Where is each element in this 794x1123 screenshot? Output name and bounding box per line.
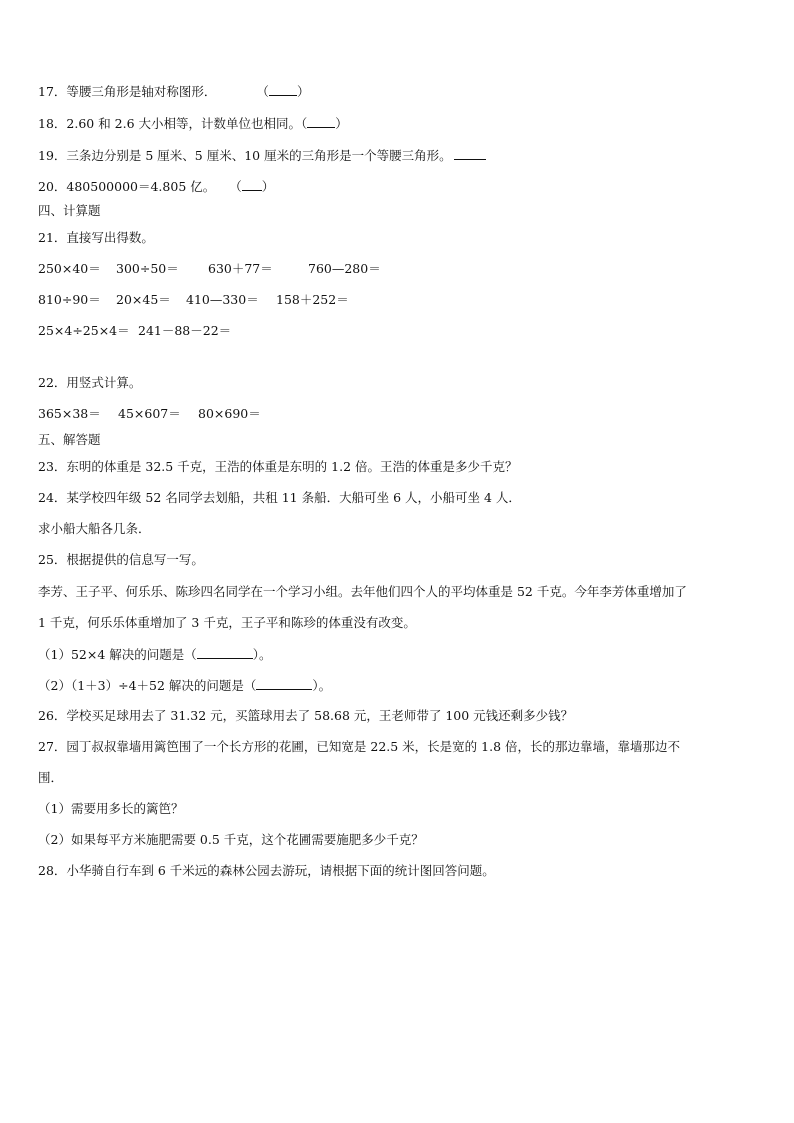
question-text: 根据提供的信息写一写。 xyxy=(66,552,204,567)
question-text: 直接写出得数。 xyxy=(66,230,154,245)
answer-blank[interactable] xyxy=(242,178,262,191)
q25-info-line-2: 1 千克，何乐乐体重增加了 3 千克，王子平和陈珍的体重没有改变。 xyxy=(38,615,416,630)
question-text: 小华骑自行车到 6 千米远的森林公园去游玩，请根据下面的统计图回答问题。 xyxy=(66,863,495,878)
calc-row-1 xyxy=(38,261,408,277)
question-number: 25． xyxy=(38,552,67,567)
answer-bracket-close: ） xyxy=(261,179,275,194)
calc-row-3 xyxy=(38,323,248,339)
answer-blank[interactable] xyxy=(256,677,312,690)
question-23 xyxy=(38,459,518,475)
q27-sub-1: （1）需要用多长的篱笆？ xyxy=(38,801,184,816)
calc-item: 241－88－22＝ xyxy=(138,323,232,338)
answer-blank[interactable] xyxy=(197,646,253,659)
question-text: 东明的体重是 32.5 千克，王浩的体重是东明的 1.2 倍。王浩的体重是多少千克？ xyxy=(66,459,518,474)
calc-item: 630＋77＝ xyxy=(208,261,273,276)
question-28 xyxy=(38,863,495,879)
calc-row-2 xyxy=(38,292,376,308)
question-number: 22． xyxy=(38,375,67,390)
calc-item: 410—330＝ xyxy=(186,292,259,307)
question-number: 19． xyxy=(38,148,67,163)
question-number: 17． xyxy=(38,84,67,99)
calc-item: 810÷90＝ xyxy=(38,292,101,307)
question-26 xyxy=(38,708,573,724)
q25-info-line-1: 李芳、王子平、何乐乐、陈珍四名同学在一个学习小组。去年他们四个人的平均体重是 52 千克。今年李芳体重增加了 xyxy=(38,584,687,599)
answer-bracket-close: ） xyxy=(296,84,310,99)
question-19 xyxy=(38,147,486,164)
question-number: 23． xyxy=(38,459,67,474)
answer-blank[interactable] xyxy=(307,115,335,128)
question-25 xyxy=(38,552,204,568)
question-number: 21． xyxy=(38,230,67,245)
q25-sub-2 xyxy=(38,677,331,694)
sub-question-text: ）。 xyxy=(312,678,332,693)
sub-question-text: ）。 xyxy=(252,647,272,662)
question-24 xyxy=(38,490,521,506)
question-27-line-2: 围． xyxy=(38,770,64,785)
calc-item: 250×40＝ xyxy=(38,261,101,276)
answer-blank[interactable] xyxy=(269,83,297,96)
calc-item: 20×45＝ xyxy=(116,292,171,307)
section-title-calculation: 四、计算题 xyxy=(38,203,101,218)
calc-item: 760—280＝ xyxy=(308,261,381,276)
question-text: 园丁叔叔靠墙用篱笆围了一个长方形的花圃，已知宽是 22.5 米，长是宽的 1.8 倍，长的那边靠墙，靠墙那边不 xyxy=(66,739,681,754)
question-number: 27． xyxy=(38,739,67,754)
answer-bracket-close: ） xyxy=(335,116,348,131)
question-text: 用竖式计算。 xyxy=(66,375,142,390)
calc-item: 80×690＝ xyxy=(198,406,261,421)
calc-item: 300÷50＝ xyxy=(116,261,179,276)
calc-item: 158＋252＝ xyxy=(276,292,349,307)
question-number: 18． xyxy=(38,116,67,131)
answer-blank[interactable] xyxy=(454,147,486,160)
section-title-answer: 五、解答题 xyxy=(38,432,101,447)
question-21 xyxy=(38,230,154,246)
question-number: 28． xyxy=(38,863,67,878)
question-20 xyxy=(38,178,274,195)
vertical-calc-row xyxy=(38,406,278,422)
question-27 xyxy=(38,739,680,755)
calc-item: 45×607＝ xyxy=(118,406,181,421)
calc-item: 25×4÷25×4＝ xyxy=(38,323,130,338)
question-number: 20． xyxy=(38,179,67,194)
q25-sub-1 xyxy=(38,646,272,663)
question-text: 等腰三角形是轴对称图形． xyxy=(66,84,217,99)
question-number: 24． xyxy=(38,490,67,505)
answer-bracket-open: （ xyxy=(229,179,242,194)
question-18 xyxy=(38,115,348,132)
question-24-line-2: 求小船大船各几条． xyxy=(38,521,151,536)
question-text: 三条边分别是 5 厘米、5 厘米、10 厘米的三角形是一个等腰三角形。 xyxy=(66,148,452,163)
question-text: 某学校四年级 52 名同学去划船，共租 11 条船．大船可坐 6 人，小船可坐 4 人． xyxy=(66,490,521,505)
q27-sub-2: （2）如果每平方米施肥需要 0.5 千克，这个花圃需要施肥多少千克？ xyxy=(38,832,424,847)
question-22 xyxy=(38,375,141,391)
question-number: 26． xyxy=(38,708,67,723)
question-text: 学校买足球用去了 31.32 元，买篮球用去了 58.68 元，王老师带了 100 元钱还剩多少钱？ xyxy=(66,708,574,723)
answer-bracket-open: （ xyxy=(256,84,269,99)
question-text: 480500000＝4.805 亿。 xyxy=(66,179,216,194)
calc-item: 365×38＝ xyxy=(38,406,101,421)
question-text: 2.60 和 2.6 大小相等，计数单位也相同。（ xyxy=(66,116,308,131)
sub-question-text: （2）（1＋3）÷4＋52 解决的问题是（ xyxy=(38,678,257,693)
question-17 xyxy=(38,83,309,100)
sub-question-text: （1）52×4 解决的问题是（ xyxy=(38,647,197,662)
